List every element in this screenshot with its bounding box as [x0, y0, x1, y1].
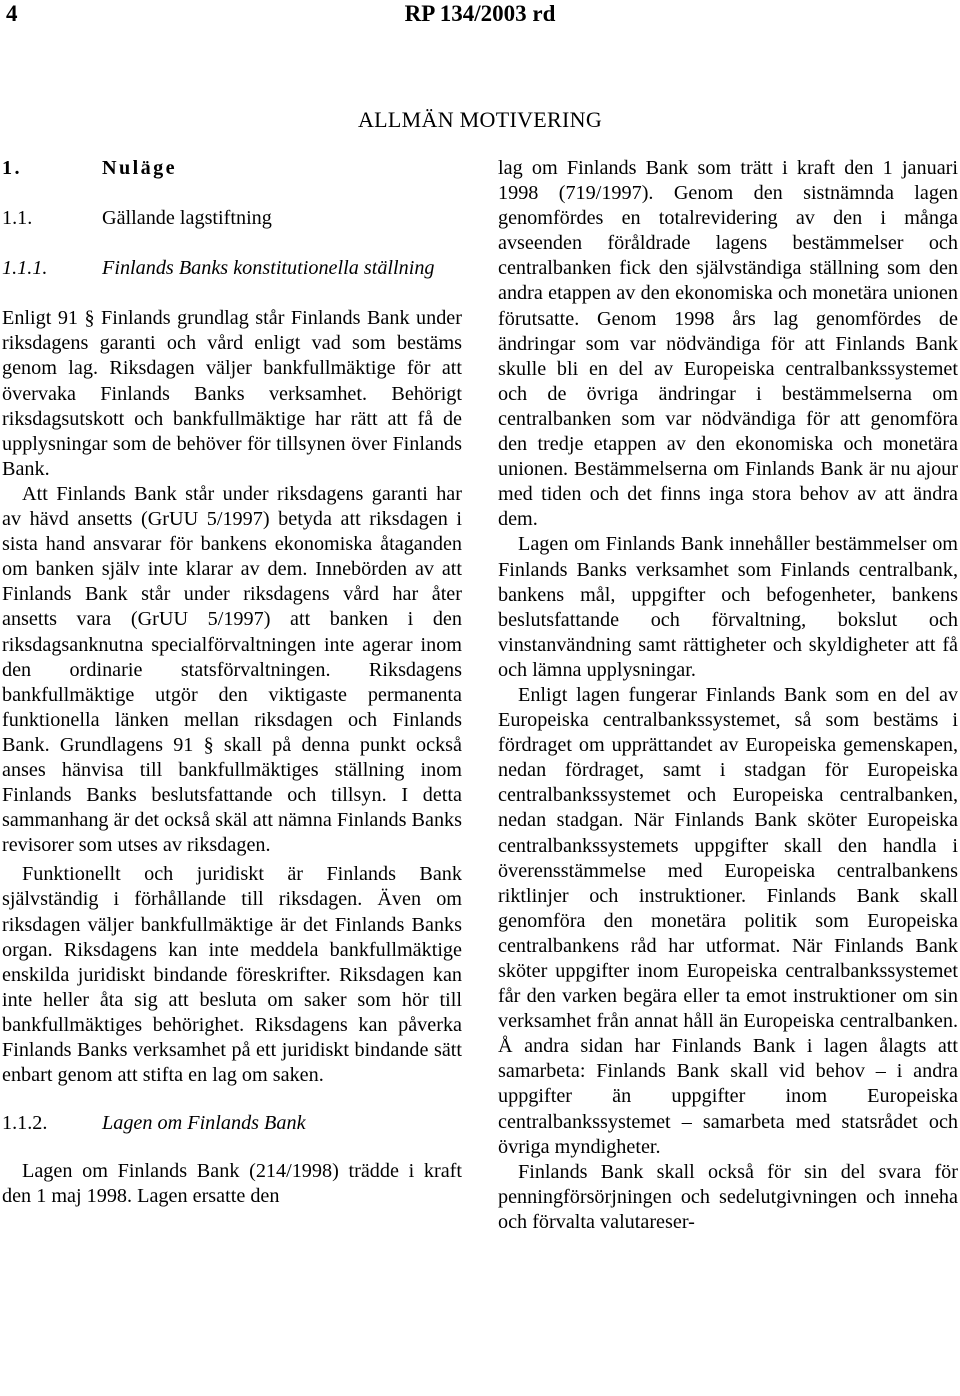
heading-number: 1.1.2. — [2, 1112, 48, 1135]
paragraph: Enligt lagen fungerar Finlands Bank som en del av Europeiska centralbankssystemet, så som bestäms i fördraget om upprättandet av Europeiska gemenskapen, nedan fördraget, samt i stadgan för Europeiska centralbankssystemet och Europeiska centralbanken, nedan stadgan. När Finlands Bank sköter Europeiska centralbankssystemets uppgifter skall den handla i överensstämmelse med Europeiska centralbankens riktlinjer och instruktioner. Finlands Bank skall genomföra den monetära politik som Europeiska centralbankens råd har utformat. När Finlands Bank sköter uppgifter inom Europeiska centralbankssystemet får den varken begära eller ta emot instruktioner om sin verksamhet från annat håll än Europeiska centralbanken. Å andra sidan har Finlands Bank i lagen ålagts att samarbeta: Finlands Bank skall vid behov – i andra uppgifter än uppgifter inom Europeiska centralbankssystemet – samarbeta med statsrådet och övriga myndigheter. — [498, 683, 958, 1158]
heading-level-2 — [2, 206, 462, 231]
heading-level-3 — [2, 256, 462, 281]
heading-title: Finlands Banks konstitutionella ställning — [102, 257, 435, 280]
heading-number: 1.1.1. — [2, 257, 48, 280]
heading-title: Gällande lagstiftning — [102, 207, 272, 230]
paragraph: Lagen om Finlands Bank innehåller bestämmelser om Finlands Banks verksamhet som Finlands centralbank, bankens mål, uppgifter och befogenheter, bankens beslutsfattande och förvaltning, bokslut och vinstanvändning samt rättigheter och skyldigheter att få och lämna upplysningar. — [498, 533, 958, 681]
paragraph: Att Finlands Bank står under riksdagens garanti har av hävd ansetts (GrUU 5/1997) betyda att riksdagen i sista hand ansvarar för bankens ekonomiska åtaganden om banken själv inte klarar av dem. Innebörden av att Finlands Bank står under riksdagens vård har åter ansetts vara (GrUU 5/1997) att banken i den riksdagsanknutna specialförvaltningen inte agerar inom den ordinarie statsförvaltningen. Riksdagens bankfullmäktige utgör den viktigaste permanenta funktionella länken mellan riksdagen och Finlands Bank. Grundlagens 91 § skall på denna punkt också anses hänvisa till bankfullmäktiges ställning inom Finlands Banks beslutsfattande och tillsyn. I detta sammanhang är det också skäl att nämna Finlands Banks revisorer som utses av riksdagen. — [2, 482, 462, 857]
page-header — [0, 0, 960, 34]
page-number: 4 — [6, 1, 18, 26]
paragraph: Funktionellt och juridiskt är Finlands Bank självständig i förhållande till riksdagen. Även om riksdagen väljer bankfullmäktige är det Finlands Banks organ. Riksdagens kan inte meddela bankfullmäktige enskilda juridiskt bindande föreskrifter. Riksdagen kan inte heller åta sig att besluta om saker som hör till bankfullmäktiges behörighet. Riksdagens kan påverka Finlands Banks verksamhet på ett juridiskt bindande sätt enbart genom att stifta en lag om saken. — [2, 863, 462, 1087]
document-id: RP 134/2003 rd — [404, 1, 556, 26]
paragraph: Enligt 91 § Finlands grundlag står Finlands Bank under riksdagens garanti och vård enligt vad som bestäms genom lag. Riksdagen väljer bankfullmäktige för att övervaka Finlands Banks verksamhet. Behörigt riksdagsutskott och bankfullmäktige har rätt att få de upplysningar som de behöver för tillsynen över Finlands Bank. — [2, 307, 462, 480]
right-column — [498, 156, 958, 1235]
section-title: ALLMÄN MOTIVERING — [357, 107, 603, 132]
heading-number: 1. — [2, 157, 22, 179]
paragraph: Finlands Bank skall också för sin del svara för penningförsörjningen och sedelutgivningen och inneha och förvalta valutareser- — [498, 1160, 958, 1233]
heading-number: 1.1. — [2, 207, 33, 230]
paragraph: lag om Finlands Bank som trätt i kraft den 1 januari 1998 (719/1997). Genom den sistnämnda lagen genomfördes en totalrevidering av den i många avseenden föråldrade lagens bestämmelser och centralbanken fick den självständiga ställning som den andra etappen av den ekonomiska och monetära unionen förutsatte. Genom 1998 års lag genomfördes de ändringar som var nödvändiga för att Finlands Bank skulle bli en del av Europeiska centralbankssystemet och de övriga ändringar i bestämmelserna om centralbanken som var nödvändiga för att genomföra den tredje etappen av den ekonomiska och monetära unionen. Bestämmelserna om Finlands Bank är nu ajour med tiden och det finns inga stora behov av att ändra dem. — [498, 157, 958, 531]
left-column — [2, 156, 462, 1209]
heading-title: Lagen om Finlands Bank — [102, 1112, 306, 1135]
paragraph: Lagen om Finlands Bank (214/1998) trädde i kraft den 1 maj 1998. Lagen ersatte den — [2, 1160, 462, 1208]
heading-title: Nuläge — [102, 157, 177, 179]
heading-level-1 — [2, 156, 462, 181]
heading-level-3 — [2, 1111, 462, 1136]
